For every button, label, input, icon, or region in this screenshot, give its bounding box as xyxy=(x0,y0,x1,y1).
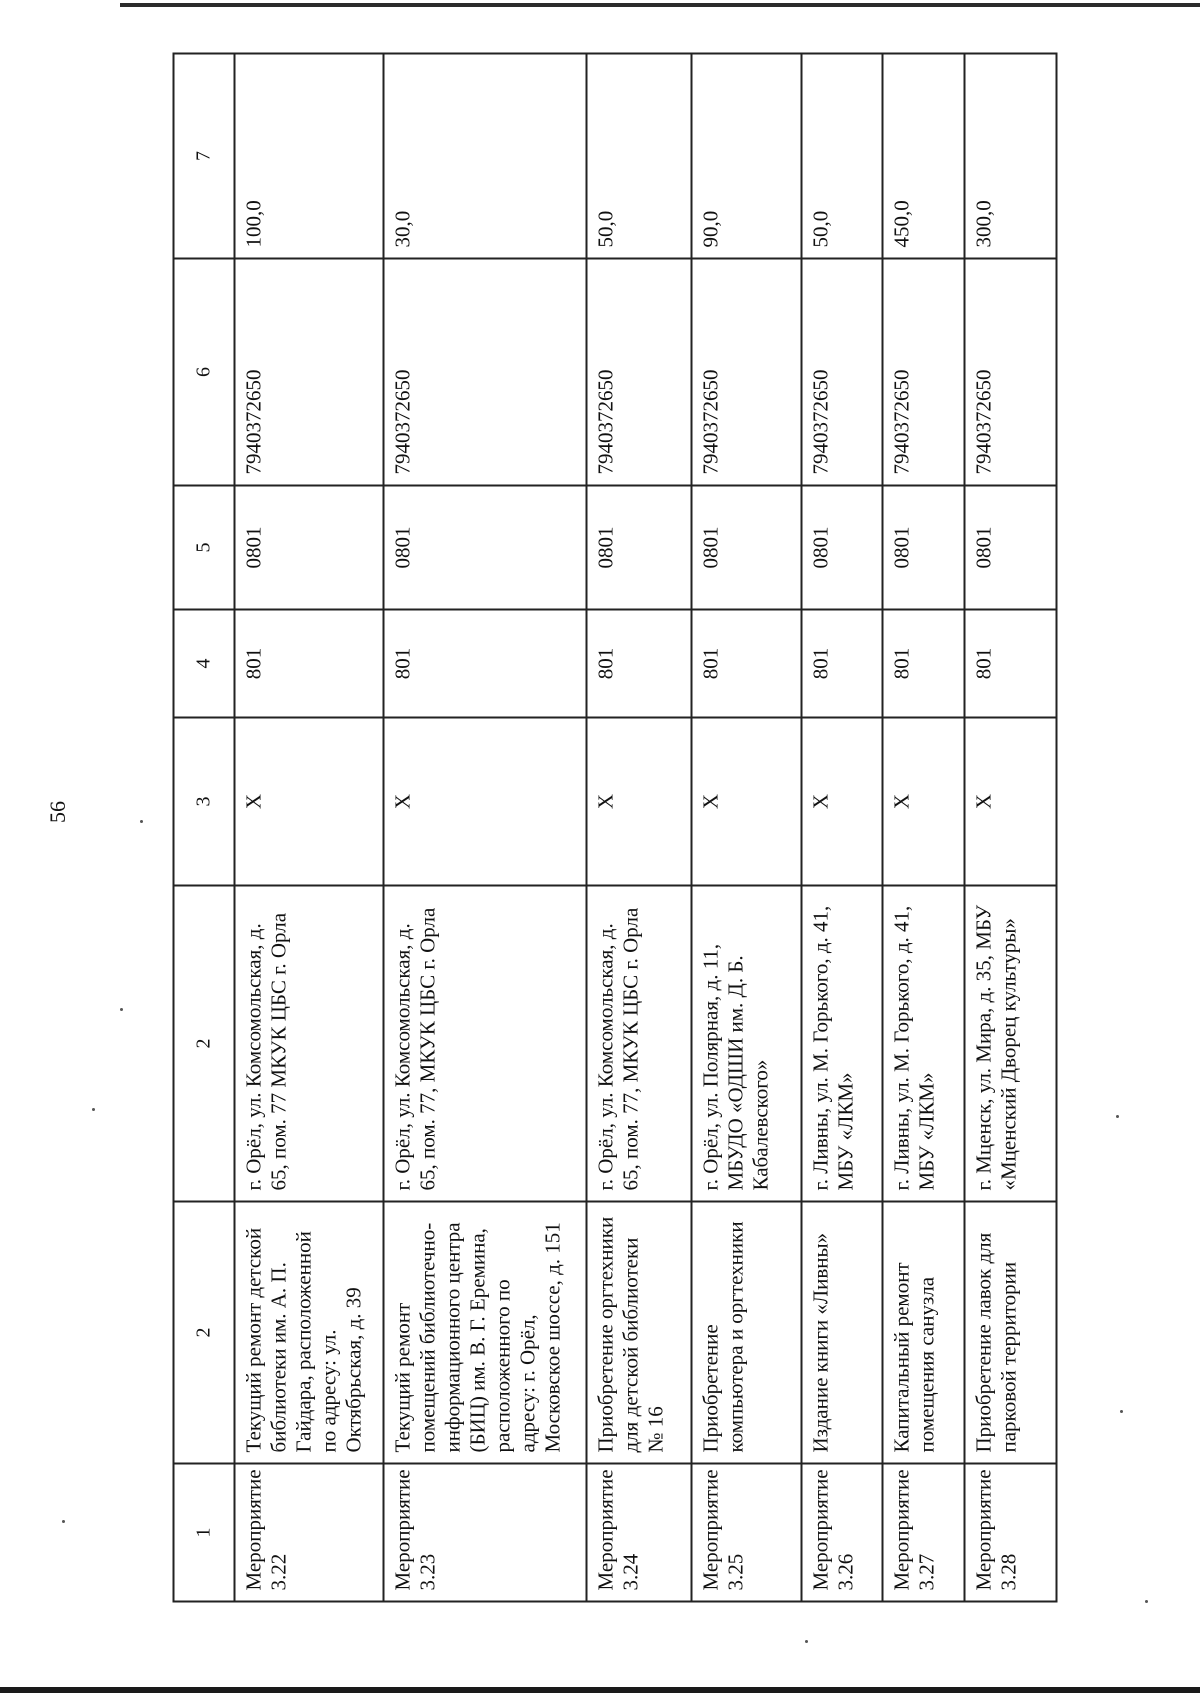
col3-cell: Х xyxy=(883,718,965,886)
scan-speck xyxy=(92,1108,95,1111)
event-cell: Мероприятие 3.25 xyxy=(692,1464,801,1602)
recipient-cell: г. Орёл, ул. Полярная, д. 11, МБУДО «ОДШИ им. Д. Б. Кабалевского» xyxy=(692,886,801,1202)
recipient-cell: г. Ливны, ул. М. Горького, д. 41, МБУ «ЛКМ» xyxy=(883,886,965,1202)
col3-cell: Х xyxy=(692,718,801,886)
col3-cell: Х xyxy=(586,718,691,886)
col4-cell: 801 xyxy=(883,610,965,718)
col7-cell: 50,0 xyxy=(586,54,691,259)
col4-cell: 801 xyxy=(384,610,587,718)
col6-cell: 7940372650 xyxy=(692,259,801,486)
col5-cell: 0801 xyxy=(692,486,801,610)
event-cell: Мероприятие 3.23 xyxy=(384,1464,587,1602)
recipient-cell: г. Орёл, ул. Комсомольская, д. 65, пом. 77 МКУК ЦБС г. Орла xyxy=(235,886,384,1202)
event-cell: Мероприятие 3.22 xyxy=(235,1464,384,1602)
table-row xyxy=(235,54,384,1602)
table-row xyxy=(586,54,691,1602)
col6-cell: 7940372650 xyxy=(964,259,1056,486)
description-cell: Приобретение лавок для парковой территории xyxy=(964,1202,1056,1464)
col5-cell: 0801 xyxy=(586,486,691,610)
table-row xyxy=(964,54,1056,1602)
header-cell: 3 xyxy=(174,718,235,886)
col6-cell: 7940372650 xyxy=(586,259,691,486)
event-cell: Мероприятие 3.27 xyxy=(883,1464,965,1602)
table-row xyxy=(883,54,965,1602)
col7-cell: 300,0 xyxy=(964,54,1056,259)
col7-cell: 100,0 xyxy=(235,54,384,259)
scan-speck xyxy=(120,1008,123,1011)
header-cell: 6 xyxy=(174,259,235,486)
table-row xyxy=(692,54,801,1602)
col5-cell: 0801 xyxy=(883,486,965,610)
header-cell: 2 xyxy=(174,1202,235,1464)
col3-cell: Х xyxy=(384,718,587,886)
event-cell: Мероприятие 3.26 xyxy=(801,1464,883,1602)
header-cell: 4 xyxy=(174,610,235,718)
scan-speck xyxy=(1120,1410,1123,1413)
col4-cell: 801 xyxy=(235,610,384,718)
top-border-line xyxy=(120,0,1200,14)
recipient-cell: г. Ливны, ул. М. Горького, д. 41, МБУ «ЛКМ» xyxy=(801,886,883,1202)
header-cell: 5 xyxy=(174,486,235,610)
table-row xyxy=(384,54,587,1602)
page-number: 56 xyxy=(45,801,70,823)
col3-cell: Х xyxy=(964,718,1056,886)
header-cell: 1 xyxy=(174,1464,235,1602)
rotated-table-container xyxy=(173,55,1058,1603)
description-cell: Приобретение оргтехники для детской библиотеки № 16 xyxy=(586,1202,691,1464)
col4-cell: 801 xyxy=(586,610,691,718)
col5-cell: 0801 xyxy=(384,486,587,610)
description-cell: Издание книги «Ливны» xyxy=(801,1202,883,1464)
description-cell: Капитальный ремонт помещения санузла xyxy=(883,1202,965,1464)
event-cell: Мероприятие 3.28 xyxy=(964,1464,1056,1602)
bottom-border-line xyxy=(0,1687,1200,1693)
scan-speck xyxy=(140,820,143,823)
col6-cell: 7940372650 xyxy=(235,259,384,486)
col6-cell: 7940372650 xyxy=(384,259,587,486)
description-cell: Текущий ремонт детской библиотеки им. А. П. Гайдара, расположенной по адресу: ул. Октябрьская, д. 39 xyxy=(235,1202,384,1464)
scan-speck xyxy=(805,1640,808,1643)
description-cell: Приобретение компьютера и оргтехники xyxy=(692,1202,801,1464)
events-table xyxy=(173,53,1058,1603)
col5-cell: 0801 xyxy=(235,486,384,610)
col4-cell: 801 xyxy=(692,610,801,718)
recipient-cell: г. Орёл, ул. Комсомольская, д. 65, пом. 77, МКУК ЦБС г. Орла xyxy=(586,886,691,1202)
description-cell: Текущий ремонт помещений библиотечно-информационного центра (БИЦ) им. В. Г. Еремина, расположенного по адресу: г. Орёл, Московское шоссе, д. 151 xyxy=(384,1202,587,1464)
col7-cell: 50,0 xyxy=(801,54,883,259)
scan-speck xyxy=(1116,1115,1119,1118)
header-row xyxy=(174,54,235,1602)
col7-cell: 90,0 xyxy=(692,54,801,259)
header-cell: 2 xyxy=(174,886,235,1202)
col3-cell: Х xyxy=(801,718,883,886)
scan-speck xyxy=(62,1520,65,1523)
recipient-cell: г. Орёл, ул. Комсомольская, д. 65, пом. 77, МКУК ЦБС г. Орла xyxy=(384,886,587,1202)
table-row xyxy=(801,54,883,1602)
col4-cell: 801 xyxy=(964,610,1056,718)
col5-cell: 0801 xyxy=(801,486,883,610)
col6-cell: 7940372650 xyxy=(801,259,883,486)
col7-cell: 450,0 xyxy=(883,54,965,259)
col5-cell: 0801 xyxy=(964,486,1056,610)
col6-cell: 7940372650 xyxy=(883,259,965,486)
recipient-cell: г. Мценск, ул. Мира, д. 35, МБУ «Мценский Дворец культуры» xyxy=(964,886,1056,1202)
col3-cell: Х xyxy=(235,718,384,886)
col7-cell: 30,0 xyxy=(384,54,587,259)
scan-speck xyxy=(1145,1600,1148,1603)
event-cell: Мероприятие 3.24 xyxy=(586,1464,691,1602)
col4-cell: 801 xyxy=(801,610,883,718)
header-cell: 7 xyxy=(174,54,235,259)
